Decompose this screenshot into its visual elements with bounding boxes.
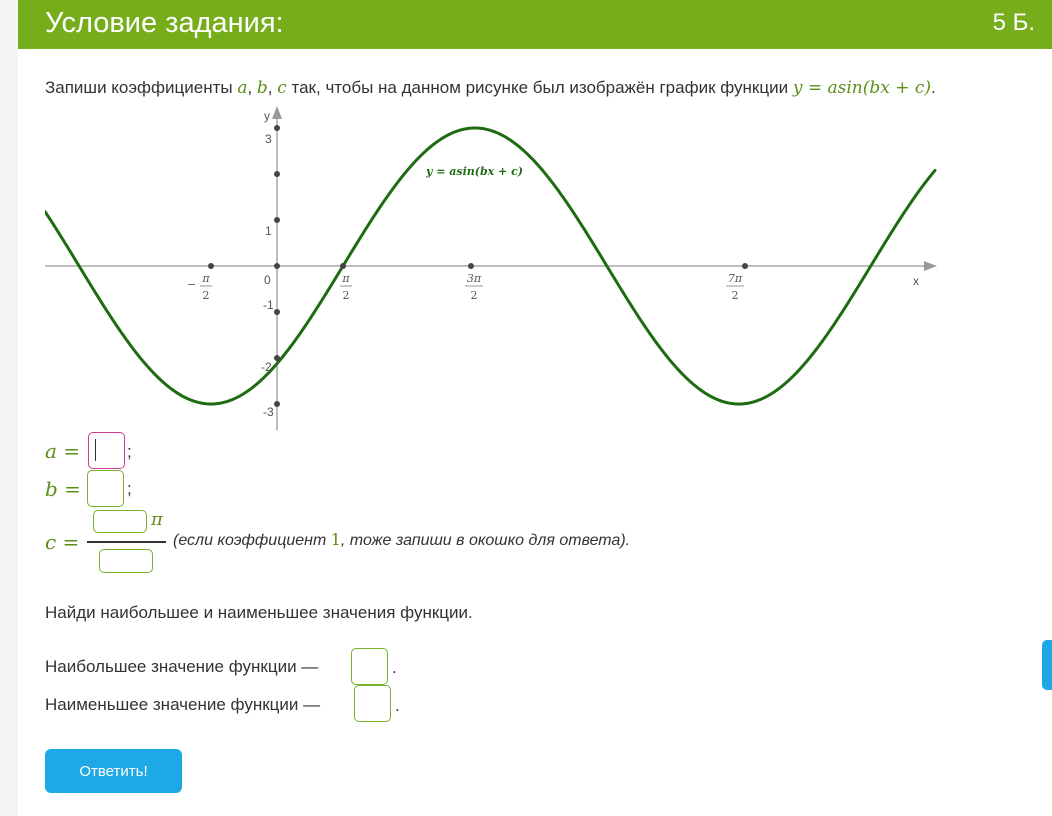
coef-c-label: c = xyxy=(45,530,80,554)
task-text-end: . xyxy=(931,78,936,97)
y-axis-label: y xyxy=(264,109,270,123)
x-axis-label: x xyxy=(913,274,919,288)
hint-number: 1 xyxy=(330,530,341,549)
min-value-input[interactable] xyxy=(354,685,391,722)
x-tick-denominator: 2 xyxy=(470,289,478,302)
y-tick-label: 3 xyxy=(265,132,272,146)
curve-label: y = asin(bx + c) xyxy=(426,165,523,178)
coef-c-symbol: c xyxy=(277,78,287,98)
task-points: 5 Б. xyxy=(992,9,1035,36)
x-tick-denominator: 2 xyxy=(342,289,350,302)
x-tick-numerator: 7π xyxy=(727,272,743,285)
function-graph xyxy=(0,104,960,434)
task-text-mid: так, чтобы на данном рисунке был изображён график функции xyxy=(286,78,793,97)
coef-c-row xyxy=(45,528,79,557)
y-tick-dot xyxy=(274,309,280,315)
x-tick-dot xyxy=(340,263,346,269)
x-tick-dot xyxy=(208,263,214,269)
side-tab[interactable] xyxy=(1042,640,1052,690)
coef-c-numerator-input[interactable] xyxy=(93,510,147,533)
y-tick-dot xyxy=(274,355,280,361)
semicolon: ; xyxy=(127,442,132,461)
hint-note xyxy=(173,530,630,550)
x-axis-arrow xyxy=(924,261,937,271)
y-tick-label: -3 xyxy=(263,405,274,419)
coef-a-symbol: a xyxy=(237,78,248,98)
task-text xyxy=(45,76,936,100)
max-value-input[interactable] xyxy=(351,648,388,685)
y-tick-dot xyxy=(274,217,280,223)
coef-c-denominator-input[interactable] xyxy=(99,549,153,573)
x-tick-denominator: 2 xyxy=(731,289,739,302)
y-tick-dot xyxy=(274,401,280,407)
x-tick-denominator: 2 xyxy=(202,289,210,302)
period: . xyxy=(395,696,400,715)
coef-b-label: b = xyxy=(45,477,81,501)
task-header xyxy=(18,0,1052,49)
extremes-prompt: Найди наибольшее и наименьшее значения функции. xyxy=(45,603,473,622)
x-tick-sign: − xyxy=(187,278,197,291)
coef-a-input[interactable] xyxy=(88,432,125,469)
x-tick-numerator: π xyxy=(202,272,210,285)
y-tick-label: 1 xyxy=(265,224,272,238)
y-tick-dot xyxy=(274,263,280,269)
x-tick-numerator: π xyxy=(342,272,350,285)
submit-button[interactable]: Ответить! xyxy=(45,749,182,793)
hint-text: (если коэффициент xyxy=(173,532,331,549)
text-caret xyxy=(95,439,96,461)
y-tick-label: -1 xyxy=(263,298,274,312)
y-tick-label: -2 xyxy=(261,360,272,374)
coef-a-label: a = xyxy=(45,439,81,463)
period: . xyxy=(392,658,397,677)
hint-text: , тоже запиши в окошко для ответа). xyxy=(340,532,631,549)
x-tick-dot xyxy=(742,263,748,269)
coef-b-input[interactable] xyxy=(87,470,124,507)
y-tick-label: 0 xyxy=(264,273,271,287)
coef-a-row xyxy=(45,437,80,466)
task-formula: y = asin(bx + c) xyxy=(792,78,932,98)
y-tick-dot xyxy=(274,125,280,131)
coef-b-symbol: b xyxy=(256,78,268,98)
y-tick-dot xyxy=(274,171,280,177)
task-title: Условие задания: xyxy=(45,7,284,39)
coef-b-row xyxy=(45,475,81,504)
task-text-start: Запиши коэффициенты xyxy=(45,78,238,97)
semicolon: ; xyxy=(127,479,132,498)
comma: , xyxy=(267,78,278,97)
x-tick-numerator: 3π xyxy=(466,272,482,285)
comma: , xyxy=(247,78,257,97)
min-label: Наименьшее значение функции — xyxy=(45,695,321,714)
y-axis-arrow xyxy=(272,106,282,119)
fraction-bar xyxy=(87,541,166,543)
pi-symbol: π xyxy=(151,509,163,530)
max-label: Наибольшее значение функции — xyxy=(45,657,319,676)
x-tick-dot xyxy=(468,263,474,269)
